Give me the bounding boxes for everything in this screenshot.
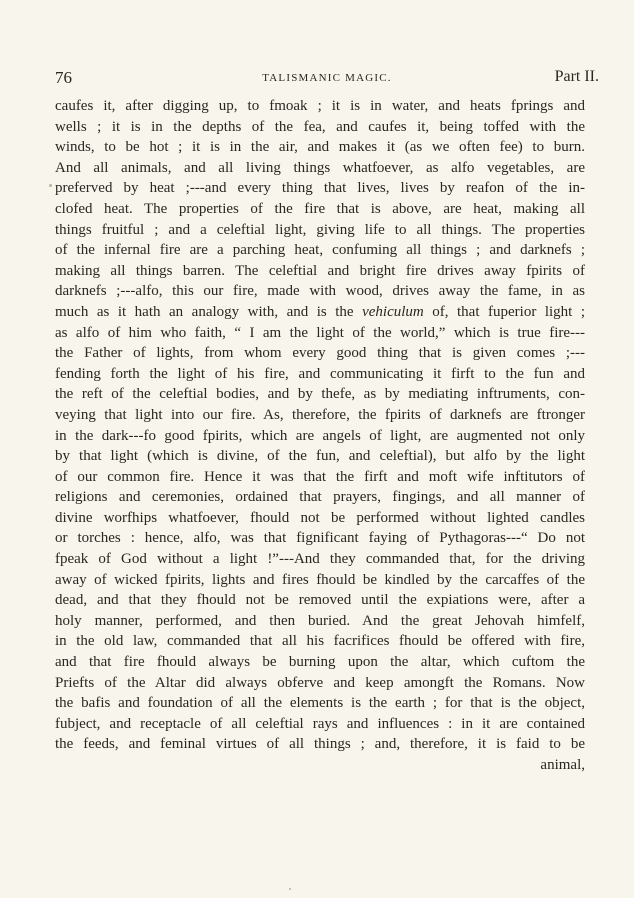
text-line: darknefs ;---alfo, this our fire, made with wood, drives away the fame, in as xyxy=(55,283,585,300)
text-line: holy manner, performed, and then buried. And the great Jehovah himfelf, xyxy=(55,612,585,629)
text-line: the feeds, and feminal virtues of all things ; and, therefore, it is faid to be xyxy=(55,736,585,753)
bottom-speck xyxy=(289,888,291,890)
text-line: religions and ceremonies, ordained that prayers, fingings, and all manner of xyxy=(55,489,585,506)
text-line: in the old law, commanded that all his facrifices fhould be offered with fire, xyxy=(55,633,585,650)
text-line: by that light (which is divine, of the fun, and celeftial), but alfo by the light xyxy=(55,448,585,465)
text-line: and that fire fhould always be burning upon the altar, which cuftom the xyxy=(55,654,585,671)
text-line: in the dark---fo good fpirits, which are angels of light, are augmented not only xyxy=(55,427,585,444)
text-line: veying that light into our fire. As, therefore, the fpirits of darknefs are ftronger xyxy=(55,406,585,423)
text-line: or torches : hence, alfo, was that fignificant faying of Pythagoras---“ Do not xyxy=(55,530,585,547)
text-line: dead, and that they fhould not be removed until the expiations were, after a xyxy=(55,592,585,609)
text-line: much as it hath an analogy with, and is the vehiculum of, that fuperior light ; xyxy=(55,303,586,320)
text-line: fpeak of God without a light !”---And they commanded that, for the driving xyxy=(55,551,585,568)
body-text xyxy=(55,96,585,776)
text-line: of our common fire. Hence it was that the firft and moft wife inftitutors of xyxy=(55,468,585,485)
text-line: divine worfhips whatfoever, fhould not be performed without lighted candles xyxy=(55,509,585,526)
page-header xyxy=(55,68,599,90)
text-line: the reft of the celeftial bodies, and by thefe, as by mediating inftruments, con- xyxy=(55,386,585,403)
text-line: clofed heat. The properties of the fire that is above, are heat, making all xyxy=(55,200,585,217)
text-line: away of wicked fpirits, lights and fires fhould be kindled by the carcaffes of the xyxy=(55,571,585,588)
text-line: Priefts of the Altar did always obferve and keep amongft the Romans. Now xyxy=(55,674,585,691)
margin-speck xyxy=(49,184,52,187)
text-line: fending forth the light of his fire, and communicating it firft to the fun and xyxy=(55,365,585,382)
text-line: And all animals, and all living things whatfoever, as alfo vegetables, are xyxy=(55,159,585,176)
part-label: Part II. xyxy=(554,68,599,85)
text-line: the bafis and foundation of all the elements is the earth ; for that is the object, xyxy=(55,695,585,712)
text-line: making all things barren. The celeftial and bright fire drives away fpirits of xyxy=(55,262,585,279)
text-line: fubject, and receptacle of all celeftial rays and influences : in it are contained xyxy=(55,715,585,732)
text-line: caufes it, after digging up, to fmoak ; it is in water, and heats fprings and xyxy=(55,98,585,114)
text-line: the Father of lights, from whom every good thing that is given comes ;--- xyxy=(55,345,585,362)
text-line: as alfo of him who faith, “ I am the light of the world,” which is true fire--- xyxy=(55,324,585,341)
running-title: TALISMANIC MAGIC. xyxy=(262,72,392,84)
text-line: wells ; it is in the depths of the fea, and caufes it, being toffed with the xyxy=(55,118,585,135)
text-line: winds, to be hot ; it is in the air, and makes it (as we often fee) to burn. xyxy=(55,139,585,156)
page-number: 76 xyxy=(55,68,72,87)
text-line: preferved by heat ;---and every thing that lives, lives by reafon of the in- xyxy=(55,180,585,197)
text-line: of the infernal fire are a parching heat, confuming all things ; and darknefs ; xyxy=(55,242,585,259)
catchword: animal, xyxy=(540,757,585,773)
text-line: things fruitful ; and a celeftial light, giving life to all things. The properties xyxy=(55,221,585,238)
